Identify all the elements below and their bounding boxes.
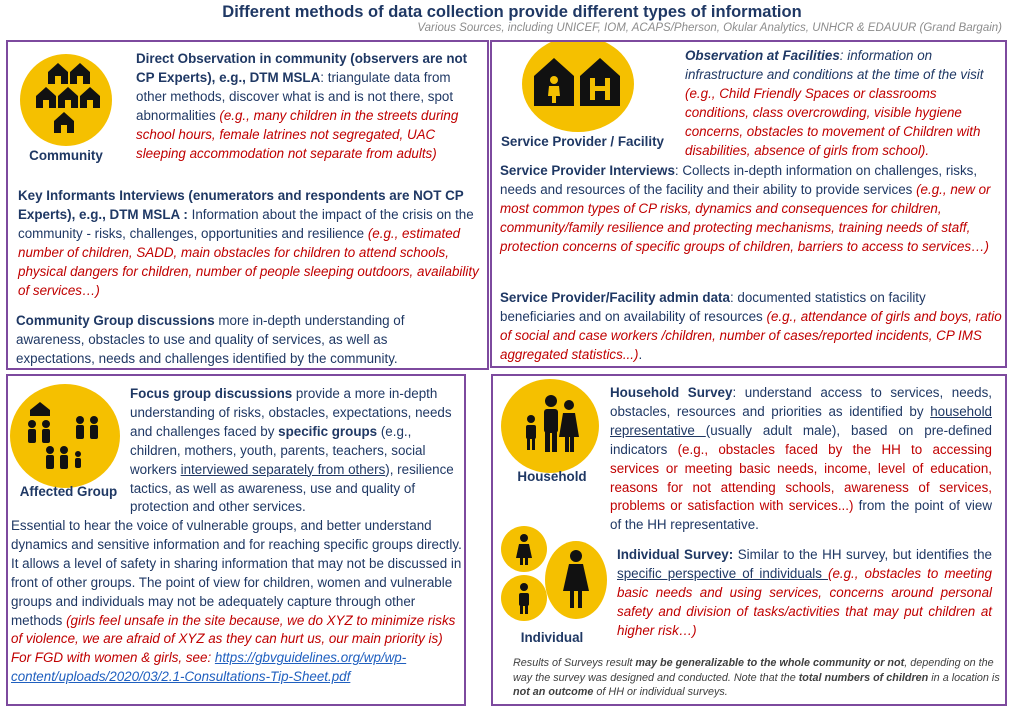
note-bold-1: may be generalizable to the whole community or not [635,657,905,669]
provider-interviews-text [500,162,1003,257]
admin-data-example: (e.g., attendance of girls and boys, ratio of social and case workers /children, number of cases/reported incidents, CP IMS aggregated statistics...) [500,308,1002,362]
individual-label: Individual [520,630,584,645]
group-icon-circle [10,384,120,488]
affected-group-panel [6,374,466,706]
service-provider-label: Service Provider / Facility [500,134,664,149]
household-representative: household representative [610,403,992,438]
individual-small-circle-1 [501,526,547,572]
houses-icon [20,54,112,146]
note-bold-3: not an outcome [513,686,594,698]
provider-interviews-example: (e.g., new or most common types of CP risks, dynamics and consequences for children, community/family resilience and protecting mechanisms, training needs of staff, protection concerns of specific groups of children, barriers to access to services…) [500,181,991,254]
fgd-underlined: interviewed separately from others [180,461,386,477]
facility-icon-circle [522,40,634,132]
note-part-5: of HH or individual surveys. [593,686,728,698]
note-part-1: Results of Surveys result [513,657,636,669]
kii-example: (e.g., estimated number of children, SADD, main obstacles for children to attend schools, physical dangers for children, number of people sleeping outdoors, availability of services…) [18,225,479,298]
group-icon [10,384,120,488]
household-panel [491,374,1007,706]
kii-text [18,187,483,300]
kii-desc: Information about the impact of the crisis on the community - risks, challenges, opportunities and resilience [18,206,474,241]
individual-survey-heading: Individual Survey: [617,547,734,562]
admin-data-heading: Service Provider/Facility admin data [500,290,730,305]
individual-large-circle [545,541,607,619]
community-panel [6,40,489,370]
affected-group-label: Affected Group [19,484,118,499]
fgd-heading: Focus group discussions [130,386,293,401]
direct-observation-heading: Direct Observation in community (observers are not CP Experts), e.g., DTM MSLA [136,51,468,85]
fgd-desc-1: provide a more in-depth understanding of risks, obstacles, expectations, needs and challenges faced by [130,386,452,439]
facility-observation-heading: Observation at Facilities [685,48,840,63]
facility-observation-desc: : information on infrastructure and conditions at the time of the visit [685,48,984,82]
fgd-specific-groups: specific groups [278,423,378,439]
direct-observation-desc: : triangulate data from other methods, discover what is and is not there, spot abnormalities [136,69,454,123]
provider-interviews-heading: Service Provider Interviews [500,163,675,178]
provider-interviews-desc: : Collects in-depth information on challenges, risks, needs and resources of the facility and their ability to provide services [500,163,978,197]
individual-small-circle-2 [501,575,547,621]
household-survey-heading: Household Survey [610,385,733,400]
kii-heading: Key Informants Interviews (enumerators and respondents are NOT CP Experts), e.g., DTM MSLA : [18,188,464,222]
facility-observation-example: (e.g., Child Friendly Spaces or classrooms conditions, class overcrowding, visible hygiene concerns, obstacles to movement of Children with disabilities, absence of girls from school). [685,85,981,158]
fgd-note: For FGD with women & girls, see: [11,650,215,666]
direct-observation-example: (e.g., many children in the streets during school hours, female latrines not segregated, UAC sleeping accommodation not separate from adults) [136,107,459,161]
essential-example: (girls feel unsafe in the site because, we do XYZ to minimize risks of violence, we are afraid of XYZ as they can hurt us, our main priority is) [11,612,456,647]
individual-survey-text [617,546,992,641]
community-icon-circle [20,54,112,146]
facility-icon [522,40,634,132]
household-survey-desc-2: (usually adult male), based on pre-defined indicators [610,422,992,457]
individual-survey-desc: Similar to the HH survey, but identifies the [733,547,992,562]
essential-desc: Essential to hear the voice of vulnerable groups, and better understand dynamics and sensitive information and for reaching specific groups directly. It allows a level of safety in sharing information that may not be discussed in front of other groups. The point of view for children, women and vulnerable groups and individuals may not be adequately capture through other methods [11,518,462,628]
person-icon [545,541,607,619]
household-survey-desc-1: : understand access to services, needs, obstacles, resources and priorities as identified by [610,385,992,419]
household-survey-desc-3: from the point of view of the HH representative. [610,498,993,533]
admin-data-end: . [638,346,643,362]
family-icon [501,379,599,473]
cgd-text [16,312,441,369]
cgd-heading: Community Group discussions [16,313,215,328]
facility-observation-text [685,47,997,160]
essential-text [11,517,463,687]
survey-note [513,656,1001,700]
fgd-desc-2: (e.g., children, mothers, youth, parents, teachers, social workers [130,423,426,477]
page-title: Different methods of data collection provide different types of information [222,3,802,21]
admin-data-desc: : documented statistics on facility beneficiaries and on availability of resources [500,290,926,324]
fgd-desc-3: ), resilience tactics, as well as awareness, use and quality of protection and other services. [130,461,454,515]
child-icon [501,575,547,621]
sources-subtitle: Various Sources, including UNICEF, IOM, ACAPS/Pherson, Okular Analytics, UNHCR & EDAUUR (Grand Bargain) [417,22,1002,34]
fgd-guidelines-link[interactable]: https://gbvguidelines.org/wp/wp-content/uploads/2020/03/2.1-Consultations-Tip-Sheet.pdf [11,650,407,685]
household-label: Household [517,469,587,484]
household-survey-example: (e.g., obstacles faced by the HH to accessing services or meeting basic needs, income, level of education, reasons for not attending schools, awareness of services, problems or satisfaction with services...) [610,441,993,514]
household-survey-text [610,384,992,535]
cgd-desc: more in-depth understanding of awareness, obstacles to use and quality of services, as well as expectations, needs and challenges identified by the community. [16,313,405,366]
fgd-text [130,385,462,517]
household-icon-circle [501,379,599,473]
note-part-3: in [928,671,943,684]
direct-observation-text [136,50,484,163]
woman-icon [501,526,547,572]
note-bold-2: total numbers of children [798,671,929,684]
individual-survey-example: (e.g., obstacles to meeting basic needs and using services, concerns around personal safety and division of tasks/activities that may put children at higher risk…) [617,565,992,638]
community-label: Community [29,148,103,163]
individual-perspective: specific perspective of individuals [617,565,828,581]
service-provider-panel [490,40,1007,368]
note-part-2: , depending on the way the survey was designed and conducted. Note that the [513,657,994,684]
note-part-4: location is [948,671,1000,684]
admin-data-text [500,289,1002,365]
note-part-3b: a [942,671,949,684]
